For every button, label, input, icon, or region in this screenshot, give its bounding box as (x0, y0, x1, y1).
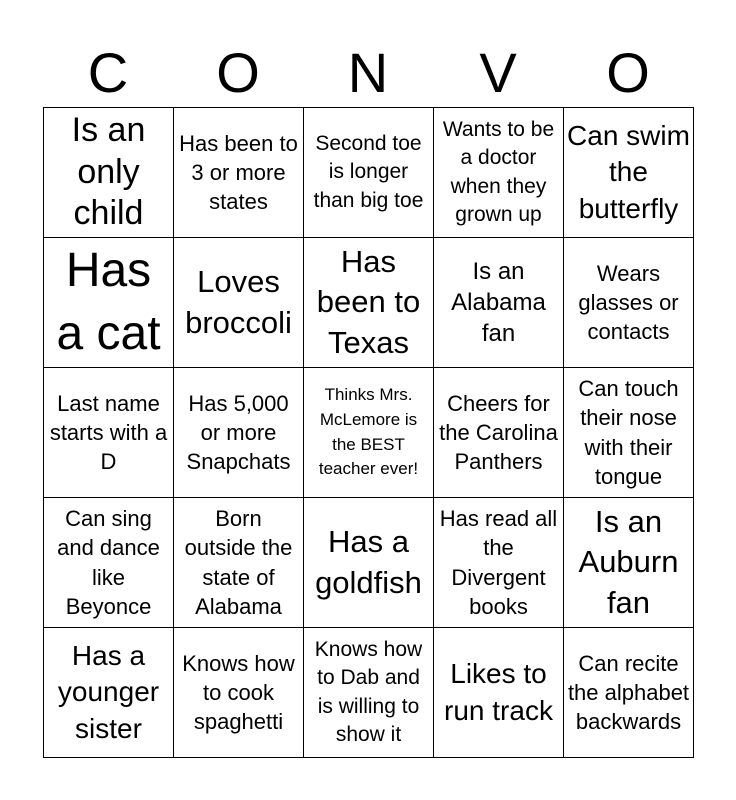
cell-text: Loves broccoli (185, 264, 292, 340)
bingo-cell-r2-c1[interactable] (44, 238, 174, 368)
bingo-cell-r4-c1[interactable] (44, 498, 174, 628)
header-letter-o-2: O (606, 41, 650, 104)
bingo-cell-r2-c3[interactable] (304, 238, 434, 368)
bingo-cell-r3-c1[interactable] (44, 368, 174, 498)
cell-text: Likes to run track (444, 658, 553, 726)
bingo-cell-r2-c5[interactable] (564, 238, 694, 368)
cell-text: Wears glasses or contacts (578, 260, 679, 345)
cell-text: Thinks Mrs. McLemore is the BEST teacher ever! (318, 385, 419, 479)
cell-text: Born outside the state of Alabama (184, 506, 293, 619)
bingo-cell-r5-c2[interactable] (174, 628, 304, 758)
bingo-cell-r2-c4[interactable] (434, 238, 564, 368)
bingo-cell-r4-c4[interactable] (434, 498, 564, 628)
bingo-cell-r1-c4[interactable] (434, 108, 564, 238)
cell-text: Last name starts with a D (49, 390, 168, 475)
bingo-cell-r2-c2[interactable] (174, 238, 304, 368)
cell-text: Can recite the alphabet backwards (567, 650, 690, 735)
header-letter-v: V (479, 41, 517, 104)
cell-text: Has been to Texas (316, 244, 421, 360)
bingo-cell-r3-c4[interactable] (434, 368, 564, 498)
bingo-cell-r1-c1[interactable] (44, 108, 174, 238)
cell-text: Has read all the Divergent books (439, 506, 558, 619)
cell-text: Has been to 3 or more states (179, 130, 298, 215)
cell-text: Second toe is longer than big toe (313, 132, 424, 212)
bingo-cell-r1-c5[interactable] (564, 108, 694, 238)
cell-text: Has a cat (56, 244, 161, 360)
cell-text: Knows how to Dab and is willing to show it (314, 638, 423, 746)
cell-text: Is an Auburn fan (578, 504, 679, 620)
cell-text: Has a goldfish (315, 524, 422, 600)
bingo-cell-r4-c2[interactable] (174, 498, 304, 628)
bingo-cell-r1-c3[interactable] (304, 108, 434, 238)
cell-text: Can touch their nose with their tongue (578, 376, 679, 489)
bingo-cell-r4-c3[interactable] (304, 498, 434, 628)
header-letter-o: O (216, 41, 260, 104)
bingo-cell-r5-c3[interactable] (304, 628, 434, 758)
bingo-grid (43, 107, 694, 758)
cell-text: Has 5,000 or more Snapchats (186, 390, 291, 475)
bingo-cell-r5-c1[interactable] (44, 628, 174, 758)
bingo-cell-r3-c3[interactable] (304, 368, 434, 498)
bingo-cell-r1-c2[interactable] (174, 108, 304, 238)
header-letter-c: C (87, 41, 129, 104)
bingo-header (43, 40, 693, 106)
cell-text: Knows how to cook spaghetti (182, 650, 295, 735)
cell-text: Has a younger sister (57, 639, 160, 744)
bingo-cell-r5-c4[interactable] (434, 628, 564, 758)
bingo-cell-r4-c5[interactable] (564, 498, 694, 628)
cell-text: Can swim the butterfly (567, 119, 690, 224)
bingo-cell-r3-c2[interactable] (174, 368, 304, 498)
bingo-cell-r5-c5[interactable] (564, 628, 694, 758)
cell-text: Is an Alabama fan (451, 257, 546, 348)
cell-text: Cheers for the Carolina Panthers (439, 390, 558, 475)
bingo-cell-r3-c5[interactable] (564, 368, 694, 498)
cell-text: Is an only child (71, 111, 146, 233)
cell-text: Can sing and dance like Beyonce (57, 506, 160, 619)
header-letter-n: N (347, 41, 389, 104)
cell-text: Wants to be a doctor when they grown up (442, 118, 555, 226)
